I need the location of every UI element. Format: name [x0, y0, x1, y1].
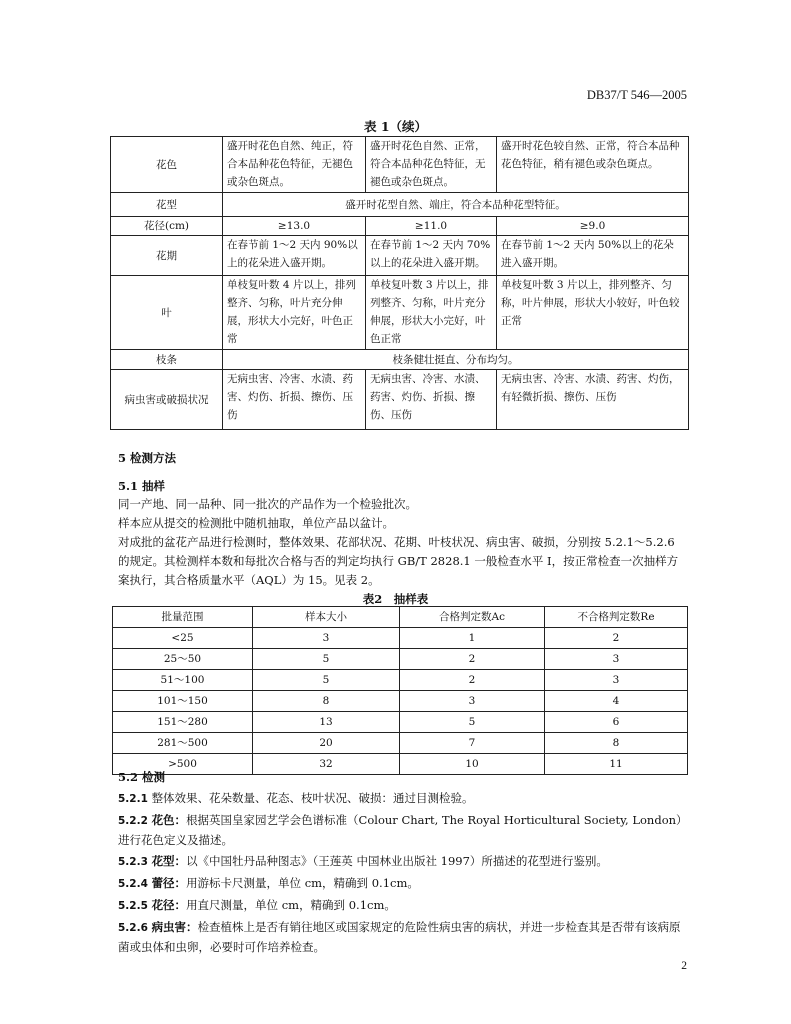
table-cell: 2	[400, 670, 545, 691]
table-row	[113, 649, 688, 670]
item-text: 用直尺测量，单位 cm，精确到 0.1cm。	[186, 898, 396, 912]
table-cell: 2	[400, 649, 545, 670]
column-header: 批量范围	[113, 607, 253, 628]
table-cell: ≥13.0	[223, 217, 366, 236]
standard-code: DB37/T 546—2005	[586, 88, 687, 102]
table2	[112, 606, 688, 775]
item-title: 病虫害：	[151, 920, 198, 934]
table-cell: 5	[400, 712, 545, 733]
table-cell: 2	[545, 628, 688, 649]
table-cell: 无病虫害、冷害、水渍、药害、灼伤、折损、擦伤、压伤	[223, 370, 366, 430]
item-number: 5.2.6	[118, 922, 148, 934]
table-cell: 单枝复叶数 3 片以上，排列整齐、匀称，叶片充分伸展，形状大小完好，叶色正常	[366, 276, 497, 350]
table-cell: 20	[253, 733, 400, 754]
table-cell: 在春节前 1～2 天内 90%以上的花朵进入盛开期。	[223, 236, 366, 276]
table-row	[111, 350, 689, 370]
table-cell: 盛开时花型自然、端庄，符合本品种花型特征。	[223, 193, 689, 217]
table-row	[111, 236, 689, 276]
item-text: 以《中国牡丹品种图志》（王莲英 中国林业出版社 1997）所描述的花型进行鉴别。	[186, 854, 608, 868]
item-title: 花型：	[151, 854, 187, 868]
table-cell: 单枝复叶数 3 片以上，排列整齐、匀称，叶片伸展，形状大小较好，叶色较正常	[497, 276, 689, 350]
table-cell: 4	[545, 691, 688, 712]
table1	[110, 136, 689, 430]
paragraph: 样本应从提交的检测批中随机抽取，单位产品以盆计。	[118, 516, 394, 530]
subsection-heading: 5.1 抽样	[118, 479, 166, 493]
table-cell: 单枝复叶数 4 片以上，排列整齐、匀称，叶片充分伸展，形状大小完好，叶色正常	[223, 276, 366, 350]
table-row	[111, 276, 689, 350]
row-label: 花色	[111, 137, 223, 193]
table-cell: 13	[253, 712, 400, 733]
item-number: 5.2.1	[118, 793, 148, 805]
column-header: 不合格判定数Re	[545, 607, 688, 628]
item-number: 5.2.4	[118, 878, 148, 890]
table-cell: 3	[400, 691, 545, 712]
table2-caption: 表2 抽样表	[362, 592, 429, 606]
table-cell: 8	[253, 691, 400, 712]
list-item	[118, 811, 690, 850]
table-cell: 3	[545, 670, 688, 691]
item-text: 检查植株上是否有销往地区或国家规定的危险性病虫害的病状，并进一步检查其是否带有该病原菌或虫体和虫卵，必要时可作培养检查。	[118, 920, 681, 954]
subsection-heading: 5.2 检测	[118, 770, 166, 784]
row-label: 花径(cm)	[111, 217, 223, 236]
table-row	[113, 628, 688, 649]
table-cell: 盛开时花色较自然、正常，符合本品种花色特征，稍有褪色或杂色斑点。	[497, 137, 689, 193]
table-cell: 枝条健壮挺直、分布均匀。	[223, 350, 689, 370]
table-cell: 在春节前 1～2 天内 50%以上的花朵进入盛开期。	[497, 236, 689, 276]
list-item	[118, 789, 690, 809]
table-cell: 51～100	[113, 670, 253, 691]
paragraph: 对成批的盆花产品进行检测时，整体效果、花部状况、花期、叶枝状况、病虫害、破损，分别按 5.2.1～5.2.6 的规定。其检测样本数和每批次合格与否的判定均执行 GB/T 2828.1 一般检查水平 I，按正常检查一次抽样方案执行，其合格质量水平（AQL）为 15。见表 2。	[118, 535, 679, 587]
table-cell: 盛开时花色自然、正常，符合本品种花色特征，无褪色或杂色斑点。	[366, 137, 497, 193]
table-row	[113, 733, 688, 754]
table-cell: 盛开时花色自然、纯正，符合本品种花色特征，无褪色或杂色斑点。	[223, 137, 366, 193]
table-cell: 8	[545, 733, 688, 754]
table-cell: ≥11.0	[366, 217, 497, 236]
item-title: 整体效果	[151, 791, 198, 805]
item-title: 花径：	[151, 898, 187, 912]
row-label: 病虫害或破损状况	[111, 370, 223, 430]
table-header-row	[113, 607, 688, 628]
table-cell: 151～280	[113, 712, 253, 733]
table-cell: 32	[253, 754, 400, 775]
list-item	[118, 874, 690, 894]
table-row	[111, 137, 689, 193]
table-row	[113, 712, 688, 733]
list-item	[118, 852, 690, 872]
table-cell: 5	[253, 649, 400, 670]
item-number: 5.2.5	[118, 900, 148, 912]
column-header: 合格判定数Ac	[400, 607, 545, 628]
table-cell: 无病虫害、冷害、水渍、药害、灼伤、折损、擦伤、压伤	[366, 370, 497, 430]
table-cell: 5	[253, 670, 400, 691]
table-cell: 101～150	[113, 691, 253, 712]
page-number: 2	[681, 960, 687, 972]
table-cell: 3	[545, 649, 688, 670]
item-text: 用游标卡尺测量，单位 cm，精确到 0.1cm。	[186, 876, 419, 890]
table-cell: ≥9.0	[497, 217, 689, 236]
item-text: 、花朵数量、花态、枝叶状况、破损：通过目测检验。	[197, 791, 474, 805]
row-label: 花型	[111, 193, 223, 217]
item-number: 5.2.3	[118, 856, 148, 868]
row-label: 叶	[111, 276, 223, 350]
table-cell: 11	[545, 754, 688, 775]
table-cell: 7	[400, 733, 545, 754]
list-item	[118, 896, 690, 916]
item-title: 蕾径：	[151, 876, 187, 890]
table-cell: >500	[113, 754, 253, 775]
table-cell: 1	[400, 628, 545, 649]
item-title: 花色：	[151, 813, 187, 827]
table1-caption: 表 1（续）	[363, 119, 428, 134]
table-row	[111, 217, 689, 236]
section-5-2	[118, 768, 690, 957]
column-header: 样本大小	[253, 607, 400, 628]
table-row	[111, 370, 689, 430]
table-cell: 6	[545, 712, 688, 733]
table-cell: 在春节前 1～2 天内 70%以上的花朵进入盛开期。	[366, 236, 497, 276]
item-number: 5.2.2	[118, 815, 148, 827]
table-row	[113, 691, 688, 712]
table-cell: <25	[113, 628, 253, 649]
table-row	[113, 670, 688, 691]
item-text: 根据英国皇家园艺学会色谱标准（Colour Chart, The Royal Horticultural Society, London）进行花色定义及描述。	[118, 813, 688, 847]
list-item	[118, 918, 690, 957]
table-row	[111, 193, 689, 217]
row-label: 花期	[111, 236, 223, 276]
table-cell: 3	[253, 628, 400, 649]
table-cell: 25～50	[113, 649, 253, 670]
paragraph: 同一产地、同一品种、同一批次的产品作为一个检验批次。	[118, 497, 417, 511]
section-heading: 5 检测方法	[118, 451, 177, 465]
table-cell: 281～500	[113, 733, 253, 754]
table-cell: 10	[400, 754, 545, 775]
table-cell: 无病虫害、冷害、水渍、药害、灼伤，有轻微折损、擦伤、压伤	[497, 370, 689, 430]
row-label: 枝条	[111, 350, 223, 370]
